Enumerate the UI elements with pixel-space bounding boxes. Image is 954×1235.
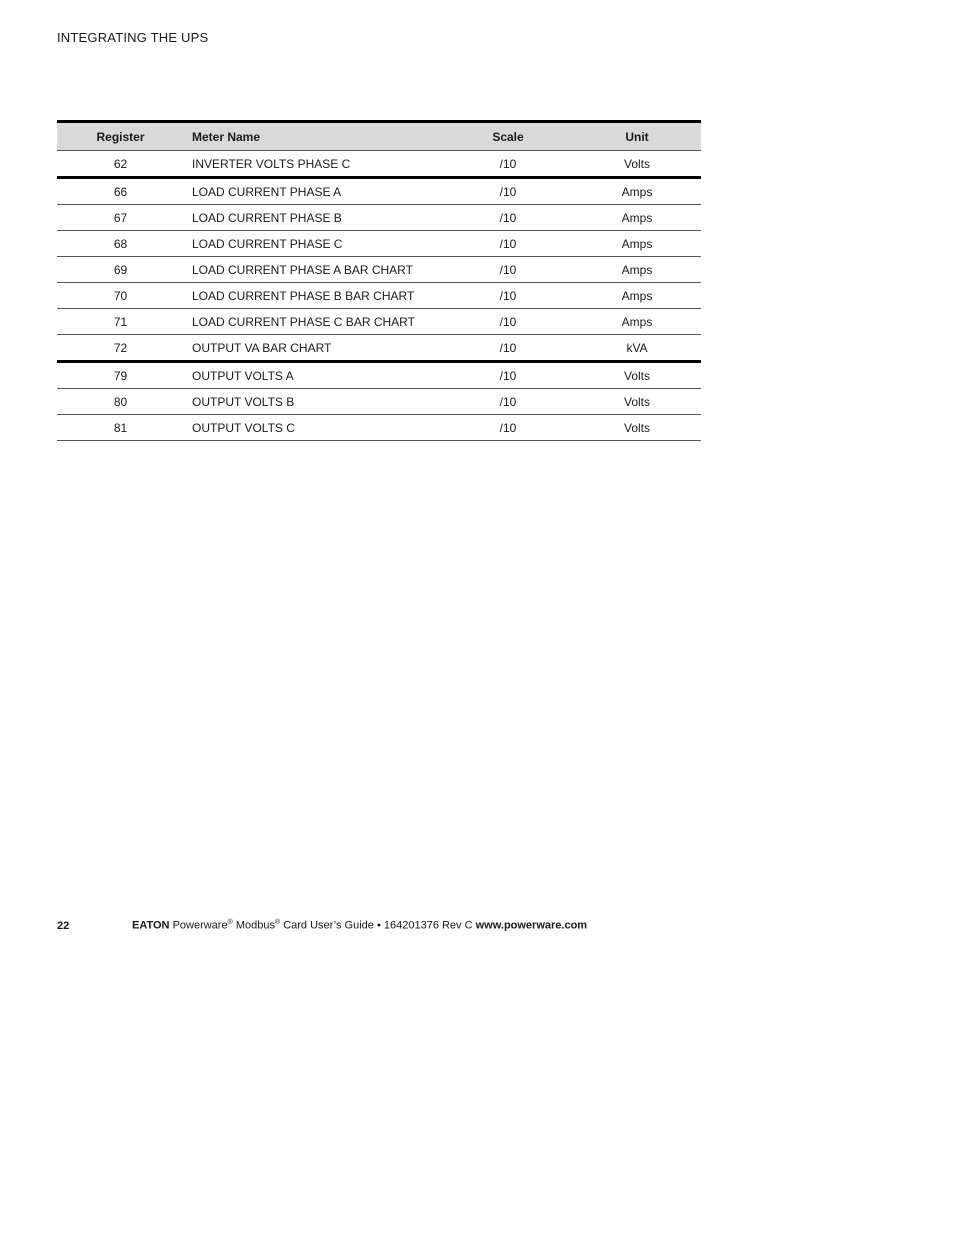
- unit-cell: Amps: [573, 283, 701, 309]
- unit-cell: Amps: [573, 309, 701, 335]
- footer-doc-id: 164201376 Rev C: [383, 919, 473, 932]
- table-row: [57, 205, 701, 231]
- meter-name-cell: LOAD CURRENT PHASE A: [184, 178, 443, 205]
- scale-cell: /10: [443, 389, 573, 415]
- unit-cell: kVA: [573, 335, 701, 362]
- footer-url[interactable]: www.powerware.com: [475, 919, 588, 932]
- register-cell: 79: [57, 362, 184, 389]
- running-head: INTEGRATING THE UPS: [57, 30, 209, 45]
- meter-name-cell: OUTPUT VOLTS A: [184, 362, 443, 389]
- table-row: [57, 335, 701, 362]
- table-row: [57, 389, 701, 415]
- footer-bullet: •: [376, 919, 381, 932]
- register-cell: 70: [57, 283, 184, 309]
- register-cell: 67: [57, 205, 184, 231]
- table-row: [57, 362, 701, 389]
- table-header-row: [57, 122, 701, 151]
- meter-name-cell: LOAD CURRENT PHASE B BAR CHART: [184, 283, 443, 309]
- meter-name-cell: OUTPUT VOLTS B: [184, 389, 443, 415]
- table-row: [57, 309, 701, 335]
- column-header-meter-name: Meter Name: [184, 122, 443, 151]
- register-cell: 62: [57, 151, 184, 178]
- registered-mark: ®: [274, 919, 281, 926]
- unit-cell: Volts: [573, 151, 701, 178]
- register-cell: 71: [57, 309, 184, 335]
- register-table: [57, 120, 701, 441]
- page-footer: [57, 919, 587, 932]
- meter-name-cell: LOAD CURRENT PHASE B: [184, 205, 443, 231]
- scale-cell: /10: [443, 205, 573, 231]
- scale-cell: /10: [443, 257, 573, 283]
- unit-cell: Amps: [573, 257, 701, 283]
- meter-name-cell: LOAD CURRENT PHASE C: [184, 231, 443, 257]
- meter-name-cell: LOAD CURRENT PHASE A BAR CHART: [184, 257, 443, 283]
- table-row: [57, 178, 701, 205]
- register-cell: 81: [57, 415, 184, 441]
- registered-mark: ®: [227, 919, 233, 926]
- register-table-container: [57, 120, 701, 441]
- meter-name-cell: LOAD CURRENT PHASE C BAR CHART: [184, 309, 443, 335]
- scale-cell: /10: [443, 178, 573, 205]
- meter-name-cell: OUTPUT VOLTS C: [184, 415, 443, 441]
- unit-cell: Amps: [573, 231, 701, 257]
- register-cell: 80: [57, 389, 184, 415]
- scale-cell: /10: [443, 151, 573, 178]
- table-row: [57, 283, 701, 309]
- register-cell: 66: [57, 178, 184, 205]
- register-cell: 69: [57, 257, 184, 283]
- column-header-unit: Unit: [573, 122, 701, 151]
- meter-name-cell: INVERTER VOLTS PHASE C: [184, 151, 443, 178]
- unit-cell: Amps: [573, 178, 701, 205]
- table-row: [57, 151, 701, 178]
- scale-cell: /10: [443, 231, 573, 257]
- page-number: 22: [57, 919, 70, 932]
- column-header-register: Register: [57, 122, 184, 151]
- footer-brand: EATON: [132, 919, 170, 932]
- unit-cell: Volts: [573, 389, 701, 415]
- footer-title: Card User’s Guide: [283, 919, 374, 932]
- scale-cell: /10: [443, 362, 573, 389]
- unit-cell: Volts: [573, 362, 701, 389]
- footer-product-2: Modbus: [235, 919, 275, 932]
- column-header-scale: Scale: [443, 122, 573, 151]
- scale-cell: /10: [443, 335, 573, 362]
- table-row: [57, 257, 701, 283]
- register-cell: 72: [57, 335, 184, 362]
- meter-name-cell: OUTPUT VA BAR CHART: [184, 335, 443, 362]
- unit-cell: Volts: [573, 415, 701, 441]
- table-row: [57, 415, 701, 441]
- scale-cell: /10: [443, 283, 573, 309]
- unit-cell: Amps: [573, 205, 701, 231]
- register-cell: 68: [57, 231, 184, 257]
- table-row: [57, 231, 701, 257]
- footer-product: Powerware: [172, 919, 228, 932]
- scale-cell: /10: [443, 309, 573, 335]
- scale-cell: /10: [443, 415, 573, 441]
